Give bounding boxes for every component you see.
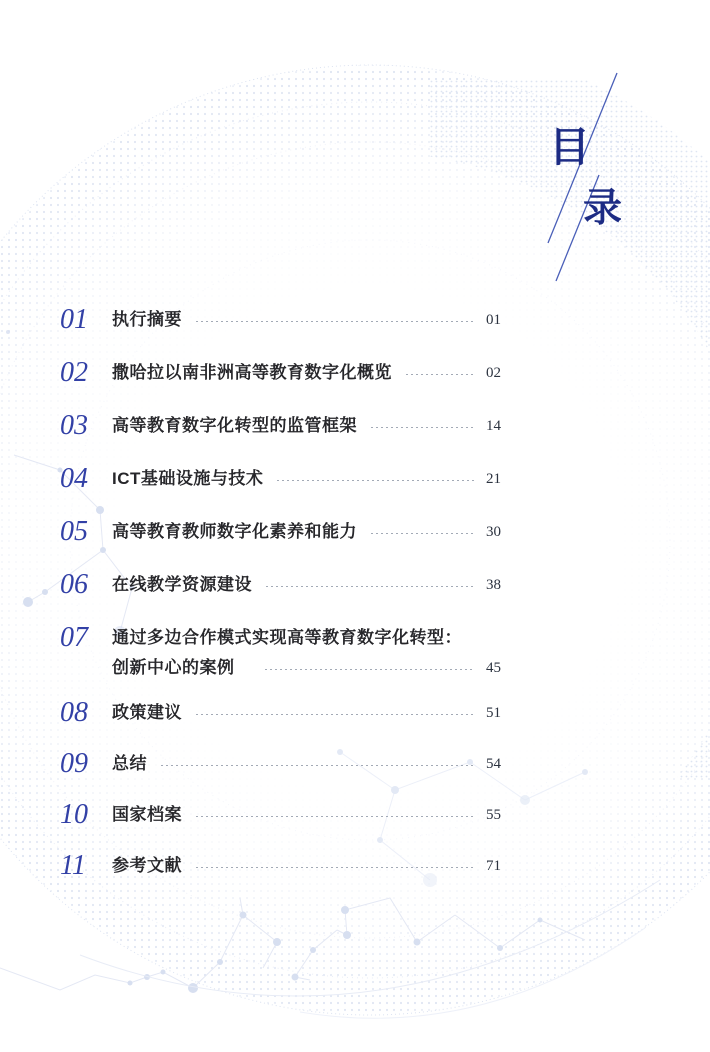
toc-entry-06[interactable] (60, 571, 512, 599)
entry-number: 08 (60, 697, 88, 728)
entry-number: 11 (60, 850, 86, 881)
toc-title-char-mu: 目 (549, 124, 590, 170)
entry-title: ICT基础设施与技术 (112, 469, 264, 488)
entry-page-number: 02 (486, 364, 501, 381)
entry-number: 09 (60, 748, 88, 779)
dotted-leader (406, 374, 474, 375)
dotted-leader (371, 533, 474, 534)
entry-title: 执行摘要 (112, 310, 182, 329)
entry-page-number: 54 (486, 755, 501, 772)
toc-entry-11[interactable] (60, 852, 512, 880)
toc-entry-07[interactable] (60, 624, 512, 682)
dotted-leader (196, 714, 474, 715)
entry-page-number: 21 (486, 470, 501, 487)
entry-title: 总结 (112, 754, 147, 773)
entry-page-number: 71 (486, 857, 501, 874)
entry-title: 国家档案 (112, 805, 182, 824)
toc-entry-03[interactable] (60, 412, 512, 440)
toc-entry-04[interactable] (60, 465, 512, 493)
dotted-leader (371, 427, 474, 428)
dotted-leader (196, 816, 474, 817)
entry-number: 07 (60, 622, 88, 653)
entry-page-number: 14 (486, 417, 501, 434)
entry-title-lines (112, 624, 512, 682)
dotted-leader (196, 321, 474, 322)
entry-title: 高等教育数字化转型的监管框架 (112, 416, 357, 435)
toc-entry-05[interactable] (60, 518, 512, 546)
entry-page-number: 01 (486, 311, 501, 328)
dotted-leader (266, 586, 474, 587)
entry-title: 通过多边合作模式实现高等教育数字化转型： (112, 628, 462, 647)
entry-number: 06 (60, 569, 88, 600)
entry-title: 政策建议 (112, 703, 182, 722)
entry-page-number: 45 (486, 659, 501, 676)
entry-number: 10 (60, 799, 88, 830)
entry-number: 04 (60, 463, 88, 494)
toc-entry-08[interactable] (60, 699, 512, 727)
entry-title: 高等教育教师数字化素养和能力 (112, 522, 357, 541)
entry-number: 02 (60, 357, 88, 388)
dotted-leader (277, 480, 474, 481)
entry-title: 撒哈拉以南非洲高等教育数字化概览 (112, 363, 392, 382)
entry-page-number: 51 (486, 704, 501, 721)
dotted-leader (196, 867, 474, 868)
entry-page-number: 30 (486, 523, 501, 540)
table-of-contents (60, 306, 512, 903)
toc-entry-09[interactable] (60, 750, 512, 778)
toc-entry-01[interactable] (60, 306, 512, 334)
entry-title: 在线教学资源建设 (112, 575, 252, 594)
dotted-leader (161, 765, 474, 766)
entry-number: 01 (60, 304, 88, 335)
toc-entry-02[interactable] (60, 359, 512, 387)
entry-page-number: 55 (486, 806, 501, 823)
entry-title-line2: 创新中心的案例 (112, 658, 235, 677)
entry-title: 参考文献 (112, 856, 182, 875)
entry-number: 05 (60, 516, 88, 547)
entry-page-number: 38 (486, 576, 501, 593)
entry-number: 03 (60, 410, 88, 441)
toc-title-char-lu: 录 (583, 187, 623, 230)
toc-entry-10[interactable] (60, 801, 512, 829)
dotted-leader (265, 669, 475, 670)
